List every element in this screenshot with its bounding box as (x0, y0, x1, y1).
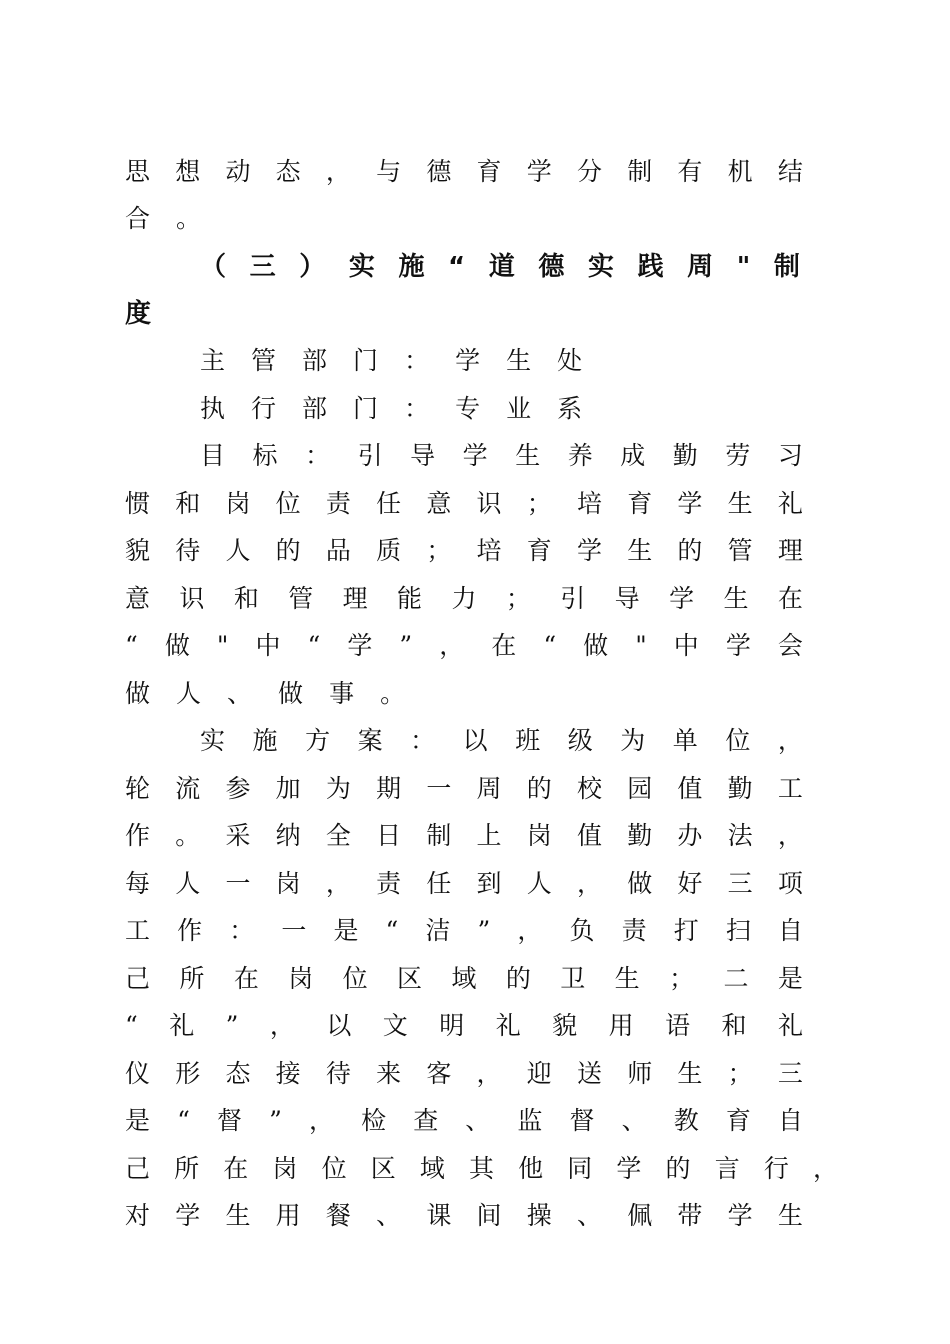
glyph: 施 (252, 726, 278, 755)
glyph: 工 (125, 916, 151, 945)
glyph: 做 (627, 869, 653, 898)
glyph: 己 (125, 964, 151, 993)
glyph: 制 (627, 157, 653, 186)
glyph: 标 (252, 441, 278, 470)
glyph: 学 (677, 489, 703, 518)
glyph: 作 (125, 821, 151, 850)
glyph: 岗 (225, 489, 251, 518)
glyph: 岗 (526, 821, 552, 850)
glyph: 间 (476, 1201, 502, 1230)
glyph: 导 (410, 441, 436, 470)
glyph: 专 (455, 394, 481, 423)
glyph: 责 (621, 916, 647, 945)
glyph: 流 (175, 774, 201, 803)
glyph: “ (448, 252, 466, 282)
text-line (125, 959, 803, 999)
glyph: 是 (777, 964, 803, 993)
glyph: 培 (576, 489, 602, 518)
glyph: 督 (216, 1106, 242, 1135)
glyph: 做 (164, 631, 190, 660)
glyph: 送 (576, 1059, 602, 1088)
glyph: ： (404, 346, 430, 375)
glyph: 操 (526, 1201, 552, 1230)
glyph: 对 (125, 1201, 151, 1230)
glyph: 单 (672, 726, 698, 755)
glyph: 日 (376, 821, 402, 850)
glyph: 学 (526, 157, 552, 186)
glyph: 的 (526, 774, 552, 803)
glyph: 育 (725, 1106, 751, 1135)
glyph: 参 (225, 774, 251, 803)
glyph: 一 (281, 916, 307, 945)
glyph: 执 (200, 394, 226, 423)
glyph: 道 (488, 252, 515, 282)
glyph: 人 (225, 536, 251, 565)
glyph: 在 (223, 1154, 249, 1183)
glyph: 生 (506, 346, 532, 375)
glyph: 工 (777, 774, 803, 803)
glyph: 到 (476, 869, 502, 898)
glyph: ） (299, 252, 326, 282)
glyph: 的 (665, 1154, 691, 1183)
glyph: 为 (620, 726, 646, 755)
glyph: 礼 (495, 1011, 521, 1040)
glyph: 系 (557, 394, 583, 423)
glyph: 餐 (325, 1201, 351, 1230)
glyph: 成 (620, 441, 646, 470)
section-heading (125, 294, 177, 334)
glyph: 督 (569, 1106, 595, 1135)
glyph: 己 (125, 1154, 151, 1183)
glyph: 态 (225, 1059, 251, 1088)
glyph: ； (526, 489, 552, 518)
glyph: “ (125, 1011, 138, 1040)
glyph: 意 (426, 489, 452, 518)
glyph: 他 (518, 1154, 544, 1183)
glyph: ” (269, 1106, 282, 1135)
glyph: 任 (426, 869, 452, 898)
glyph: 的 (505, 964, 531, 993)
glyph: ， (777, 821, 803, 850)
glyph: 惯 (125, 489, 151, 518)
glyph: 以 (462, 726, 488, 755)
glyph: 岗 (275, 869, 301, 898)
text-line (125, 579, 803, 619)
text-line (125, 1196, 803, 1236)
glyph: 形 (175, 1059, 201, 1088)
glyph: 结 (777, 157, 803, 186)
glyph: 加 (275, 774, 301, 803)
glyph: 案 (357, 726, 383, 755)
text-line (200, 389, 608, 429)
glyph: 思 (125, 157, 151, 186)
glyph: 采 (225, 821, 251, 850)
glyph: 中 (673, 631, 699, 660)
glyph: 周 (476, 774, 502, 803)
glyph: 每 (125, 869, 151, 898)
glyph: ， (439, 631, 465, 660)
glyph: 品 (325, 536, 351, 565)
glyph: ， (325, 157, 351, 186)
glyph: 。 (380, 679, 406, 708)
glyph: 管 (288, 584, 314, 613)
text-line (125, 152, 803, 192)
glyph: 所 (174, 1154, 200, 1183)
glyph: 二 (723, 964, 749, 993)
glyph: 教 (673, 1106, 699, 1135)
glyph: ： (229, 916, 255, 945)
glyph: 和 (233, 584, 259, 613)
glyph: 一 (225, 869, 251, 898)
glyph: 语 (665, 1011, 691, 1040)
glyph: 生 (627, 536, 653, 565)
glyph: 动 (225, 157, 251, 186)
glyph: 育 (627, 489, 653, 518)
glyph: 门 (353, 394, 379, 423)
glyph: 洁 (425, 916, 451, 945)
glyph: 客 (426, 1059, 452, 1088)
glyph: 中 (255, 631, 281, 660)
text-line (125, 199, 227, 239)
glyph: 能 (397, 584, 423, 613)
glyph: 貌 (125, 536, 151, 565)
glyph: ” (225, 1011, 239, 1040)
glyph: 办 (677, 821, 703, 850)
text-line (125, 911, 803, 951)
text-line (125, 769, 803, 809)
glyph: 学 (576, 536, 602, 565)
glyph: 育 (476, 157, 502, 186)
glyph: （ (200, 252, 227, 282)
text-line (200, 721, 803, 761)
glyph: 管 (727, 536, 753, 565)
glyph: 扫 (725, 916, 751, 945)
glyph: 生 (515, 441, 541, 470)
glyph: 仪 (125, 1059, 151, 1088)
glyph: 践 (637, 252, 664, 282)
glyph: 制 (773, 252, 800, 282)
text-line (200, 341, 608, 381)
glyph: 礼 (169, 1011, 195, 1040)
glyph: ； (669, 964, 695, 993)
glyph: 岗 (288, 964, 314, 993)
glyph: 德 (538, 252, 565, 282)
glyph: 项 (777, 869, 803, 898)
glyph: 人 (176, 679, 202, 708)
glyph: 做 (278, 679, 304, 708)
text-line (125, 531, 803, 571)
glyph: 态 (275, 157, 301, 186)
glyph: 。 (175, 821, 201, 850)
glyph: 同 (567, 1154, 593, 1183)
glyph: 力 (451, 584, 477, 613)
glyph: 理 (342, 584, 368, 613)
glyph: 学 (175, 1201, 201, 1230)
glyph: " (736, 252, 751, 282)
glyph: 所 (179, 964, 205, 993)
glyph: 的 (275, 536, 301, 565)
glyph: 与 (376, 157, 402, 186)
text-line (125, 626, 803, 666)
glyph: 学 (725, 631, 751, 660)
glyph: 生 (727, 489, 753, 518)
glyph: 培 (476, 536, 502, 565)
section-heading (200, 247, 800, 287)
glyph: 接 (275, 1059, 301, 1088)
glyph: 勤 (627, 821, 653, 850)
glyph: 岗 (272, 1154, 298, 1183)
glyph: 师 (627, 1059, 653, 1088)
glyph: 待 (175, 536, 201, 565)
glyph: 域 (451, 964, 477, 993)
glyph: 会 (777, 631, 803, 660)
glyph: 区 (370, 1154, 396, 1183)
glyph: “ (177, 1106, 190, 1135)
glyph: 制 (426, 821, 452, 850)
glyph: 班 (515, 726, 541, 755)
glyph: 来 (376, 1059, 402, 1088)
glyph: 、 (465, 1106, 491, 1135)
glyph: 勤 (672, 441, 698, 470)
glyph: 生 (614, 964, 640, 993)
glyph: 三 (249, 252, 276, 282)
glyph: 人 (526, 869, 552, 898)
glyph: 自 (777, 916, 803, 945)
glyph: 行 (251, 394, 277, 423)
glyph: 机 (727, 157, 753, 186)
glyph: 迎 (526, 1059, 552, 1088)
glyph: ： (404, 394, 430, 423)
glyph: 一 (426, 774, 452, 803)
glyph: 门 (353, 346, 379, 375)
glyph: 自 (777, 1106, 803, 1135)
glyph: 施 (398, 252, 425, 282)
glyph: “ (307, 631, 321, 660)
glyph: 、 (621, 1106, 647, 1135)
glyph: 导 (614, 584, 640, 613)
glyph: 学 (455, 346, 481, 375)
glyph: 的 (677, 536, 703, 565)
glyph: 礼 (777, 1011, 803, 1040)
glyph: 勤 (727, 774, 753, 803)
glyph: ， (476, 1059, 502, 1088)
glyph: 养 (567, 441, 593, 470)
glyph: 和 (721, 1011, 747, 1040)
glyph: 在 (491, 631, 517, 660)
glyph: 其 (468, 1154, 494, 1183)
glyph: " (635, 631, 647, 660)
glyph: 监 (517, 1106, 543, 1135)
glyph: 值 (677, 774, 703, 803)
glyph: 部 (302, 346, 328, 375)
glyph: 习 (777, 441, 803, 470)
glyph: 打 (673, 916, 699, 945)
text-line (125, 1006, 803, 1046)
glyph: 好 (677, 869, 703, 898)
glyph: 位 (321, 1154, 347, 1183)
glyph: 貌 (552, 1011, 578, 1040)
glyph: 生 (777, 1201, 803, 1230)
text-line (125, 1054, 803, 1094)
glyph: 是 (125, 1106, 151, 1135)
glyph: ； (505, 584, 531, 613)
glyph: 用 (275, 1201, 301, 1230)
glyph: " (216, 631, 229, 660)
glyph: 劳 (725, 441, 751, 470)
glyph: 部 (302, 394, 328, 423)
text-line (125, 484, 803, 524)
glyph: 三 (777, 1059, 803, 1088)
glyph: 、 (227, 679, 253, 708)
glyph: ； (426, 536, 452, 565)
glyph: 引 (357, 441, 383, 470)
glyph: 生 (677, 1059, 703, 1088)
glyph: 在 (233, 964, 259, 993)
glyph: 三 (727, 869, 753, 898)
glyph: “ (125, 631, 138, 660)
glyph: 校 (576, 774, 602, 803)
glyph: 周 (687, 252, 714, 282)
text-line (125, 674, 431, 714)
glyph: 责 (376, 869, 402, 898)
glyph: 级 (567, 726, 593, 755)
glyph: 值 (576, 821, 602, 850)
glyph: 礼 (777, 489, 803, 518)
glyph: 、 (576, 1201, 602, 1230)
glyph: ， (269, 1011, 295, 1040)
glyph: ” (399, 631, 413, 660)
glyph: 实 (200, 726, 226, 755)
glyph: 卫 (560, 964, 586, 993)
glyph: 质 (376, 536, 402, 565)
glyph: 想 (175, 157, 201, 186)
glyph: 人 (175, 869, 201, 898)
glyph: 法 (727, 821, 753, 850)
glyph: 期 (376, 774, 402, 803)
glyph: 为 (325, 774, 351, 803)
glyph: 实 (348, 252, 375, 282)
glyph: 学 (669, 584, 695, 613)
glyph: 意 (125, 584, 151, 613)
glyph: 负 (569, 916, 595, 945)
glyph: 做 (125, 679, 151, 708)
glyph: 和 (175, 489, 201, 518)
glyph: ， (517, 916, 543, 945)
glyph: 做 (583, 631, 609, 660)
text-line (125, 816, 803, 856)
glyph: 合 (125, 204, 151, 233)
text-line (125, 1149, 838, 1189)
glyph: ， (308, 1106, 334, 1135)
glyph: 学 (727, 1201, 753, 1230)
glyph: 是 (333, 916, 359, 945)
glyph: 实 (587, 252, 614, 282)
glyph: “ (385, 916, 399, 945)
glyph: 上 (476, 821, 502, 850)
glyph: 位 (342, 964, 368, 993)
glyph: 德 (426, 157, 452, 186)
glyph: 检 (361, 1106, 387, 1135)
glyph: 位 (725, 726, 751, 755)
glyph: 有 (677, 157, 703, 186)
glyph: 园 (627, 774, 653, 803)
glyph: 学 (462, 441, 488, 470)
glyph: 佩 (627, 1201, 653, 1230)
glyph: ； (727, 1059, 753, 1088)
glyph: 责 (325, 489, 351, 518)
glyph: ， (812, 1154, 838, 1183)
glyph: 业 (506, 394, 532, 423)
glyph: 待 (325, 1059, 351, 1088)
glyph: 任 (376, 489, 402, 518)
glyph: 引 (560, 584, 586, 613)
glyph: 事 (329, 679, 355, 708)
glyph: 生 (723, 584, 749, 613)
glyph: 主 (200, 346, 226, 375)
text-line (125, 1101, 803, 1141)
glyph: 生 (225, 1201, 251, 1230)
glyph: 理 (777, 536, 803, 565)
glyph: ， (777, 726, 803, 755)
text-line (125, 864, 803, 904)
glyph: 行 (763, 1154, 789, 1183)
glyph: 处 (557, 346, 583, 375)
glyph: 、 (376, 1201, 402, 1230)
glyph: 明 (439, 1011, 465, 1040)
glyph: ： (305, 441, 331, 470)
glyph: ， (325, 869, 351, 898)
glyph: 分 (576, 157, 602, 186)
glyph: 用 (608, 1011, 634, 1040)
glyph: 轮 (125, 774, 151, 803)
glyph: 区 (397, 964, 423, 993)
glyph: 纳 (275, 821, 301, 850)
glyph: 管 (251, 346, 277, 375)
glyph: 方 (305, 726, 331, 755)
glyph: 识 (476, 489, 502, 518)
glyph: 学 (616, 1154, 642, 1183)
glyph: 目 (200, 441, 226, 470)
glyph: 以 (326, 1011, 352, 1040)
glyph: 课 (426, 1201, 452, 1230)
glyph: 育 (526, 536, 552, 565)
text-line (200, 436, 803, 476)
glyph: 位 (275, 489, 301, 518)
glyph: 域 (419, 1154, 445, 1183)
glyph: 言 (714, 1154, 740, 1183)
glyph: “ (543, 631, 557, 660)
glyph: ” (477, 916, 491, 945)
glyph: 识 (179, 584, 205, 613)
glyph: 带 (677, 1201, 703, 1230)
glyph: 全 (325, 821, 351, 850)
glyph: 度 (125, 299, 152, 329)
glyph: 。 (176, 204, 202, 233)
glyph: 文 (382, 1011, 408, 1040)
glyph: ： (410, 726, 436, 755)
glyph: 作 (177, 916, 203, 945)
glyph: ， (576, 869, 602, 898)
glyph: 查 (413, 1106, 439, 1135)
glyph: 学 (347, 631, 373, 660)
glyph: 在 (777, 584, 803, 613)
